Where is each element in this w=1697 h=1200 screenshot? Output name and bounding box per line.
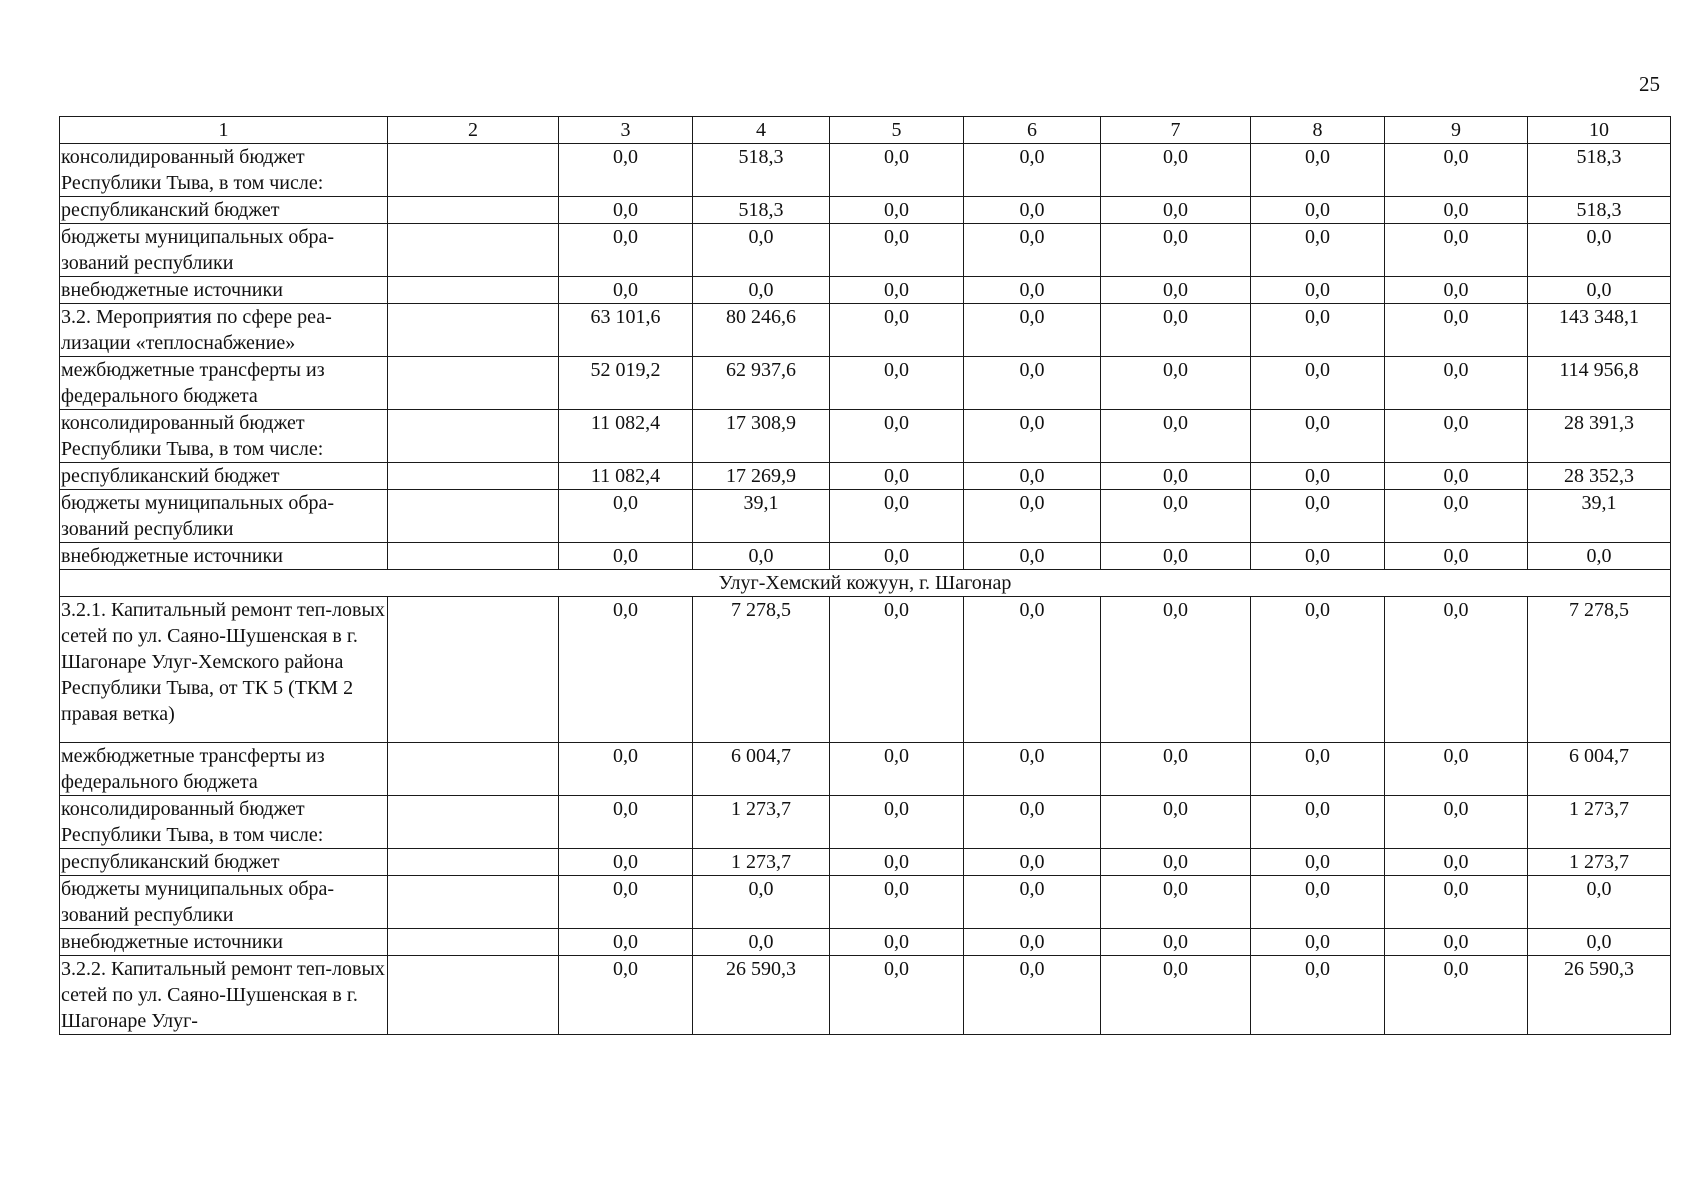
table-row <box>60 144 1671 197</box>
value-cell-col-3: 0,0 <box>559 543 693 570</box>
value-cell-col-6: 0,0 <box>964 357 1101 410</box>
column-header-10: 10 <box>1528 117 1671 144</box>
row-label: консолидированный бюджет Республики Тыва, в том числе: <box>60 410 388 463</box>
value-cell-col-4: 518,3 <box>693 197 830 224</box>
row-col-2-cell <box>388 597 559 743</box>
value-cell-col-3: 63 101,6 <box>559 304 693 357</box>
value-cell-col-4: 0,0 <box>693 277 830 304</box>
value-cell-col-9: 0,0 <box>1385 304 1528 357</box>
value-cell-col-3: 52 019,2 <box>559 357 693 410</box>
value-cell-col-5: 0,0 <box>830 597 964 743</box>
column-header-8: 8 <box>1251 117 1385 144</box>
row-col-2-cell <box>388 929 559 956</box>
value-cell-col-10: 0,0 <box>1528 929 1671 956</box>
value-cell-col-6: 0,0 <box>964 304 1101 357</box>
value-cell-col-9: 0,0 <box>1385 277 1528 304</box>
row-label: внебюджетные источники <box>60 277 388 304</box>
value-cell-col-10: 28 352,3 <box>1528 463 1671 490</box>
row-col-2-cell <box>388 277 559 304</box>
value-cell-col-9: 0,0 <box>1385 357 1528 410</box>
row-label: внебюджетные источники <box>60 543 388 570</box>
section-title: Улуг-Хемский кожуун, г. Шагонар <box>60 570 1671 597</box>
value-cell-col-9: 0,0 <box>1385 463 1528 490</box>
value-cell-col-7: 0,0 <box>1101 743 1251 796</box>
column-header-5: 5 <box>830 117 964 144</box>
column-header-7: 7 <box>1101 117 1251 144</box>
value-cell-col-6: 0,0 <box>964 543 1101 570</box>
table-header-row <box>60 117 1671 144</box>
row-label: консолидированный бюджет Республики Тыва, в том числе: <box>60 144 388 197</box>
value-cell-col-3: 0,0 <box>559 197 693 224</box>
row-col-2-cell <box>388 956 559 1035</box>
value-cell-col-3: 0,0 <box>559 796 693 849</box>
table-row <box>60 357 1671 410</box>
value-cell-col-6: 0,0 <box>964 743 1101 796</box>
value-cell-col-10: 0,0 <box>1528 277 1671 304</box>
page-number: 25 <box>1639 72 1660 96</box>
row-label: республиканский бюджет <box>60 463 388 490</box>
value-cell-col-10: 1 273,7 <box>1528 849 1671 876</box>
value-cell-col-10: 6 004,7 <box>1528 743 1671 796</box>
value-cell-col-7: 0,0 <box>1101 463 1251 490</box>
value-cell-col-10: 28 391,3 <box>1528 410 1671 463</box>
value-cell-col-8: 0,0 <box>1251 956 1385 1035</box>
table-row <box>60 597 1671 743</box>
value-cell-col-5: 0,0 <box>830 410 964 463</box>
column-header-9: 9 <box>1385 117 1528 144</box>
value-cell-col-4: 17 269,9 <box>693 463 830 490</box>
row-label: 3.2.1. Капитальный ремонт теп-ловых сетей по ул. Саяно-Шушенская в г. Шагонаре Улуг-Хемского района Республики Тыва, от ТК 5 (ТКМ 2 правая ветка) <box>60 597 388 743</box>
table-row <box>60 410 1671 463</box>
row-label: консолидированный бюджет Республики Тыва, в том числе: <box>60 796 388 849</box>
value-cell-col-6: 0,0 <box>964 876 1101 929</box>
value-cell-col-9: 0,0 <box>1385 929 1528 956</box>
value-cell-col-8: 0,0 <box>1251 597 1385 743</box>
value-cell-col-5: 0,0 <box>830 357 964 410</box>
table-row <box>60 490 1671 543</box>
value-cell-col-4: 0,0 <box>693 543 830 570</box>
value-cell-col-7: 0,0 <box>1101 490 1251 543</box>
value-cell-col-9: 0,0 <box>1385 490 1528 543</box>
value-cell-col-8: 0,0 <box>1251 796 1385 849</box>
value-cell-col-5: 0,0 <box>830 277 964 304</box>
value-cell-col-7: 0,0 <box>1101 224 1251 277</box>
value-cell-col-5: 0,0 <box>830 543 964 570</box>
value-cell-col-7: 0,0 <box>1101 956 1251 1035</box>
table-row <box>60 304 1671 357</box>
value-cell-col-8: 0,0 <box>1251 876 1385 929</box>
table-row <box>60 277 1671 304</box>
value-cell-col-9: 0,0 <box>1385 144 1528 197</box>
row-col-2-cell <box>388 144 559 197</box>
value-cell-col-9: 0,0 <box>1385 597 1528 743</box>
row-label: республиканский бюджет <box>60 849 388 876</box>
value-cell-col-5: 0,0 <box>830 144 964 197</box>
value-cell-col-7: 0,0 <box>1101 197 1251 224</box>
value-cell-col-8: 0,0 <box>1251 410 1385 463</box>
value-cell-col-7: 0,0 <box>1101 543 1251 570</box>
value-cell-col-8: 0,0 <box>1251 929 1385 956</box>
value-cell-col-4: 0,0 <box>693 224 830 277</box>
value-cell-col-8: 0,0 <box>1251 144 1385 197</box>
row-col-2-cell <box>388 224 559 277</box>
row-label: бюджеты муниципальных обра-зований республики <box>60 224 388 277</box>
table-row <box>60 463 1671 490</box>
row-col-2-cell <box>388 849 559 876</box>
value-cell-col-3: 0,0 <box>559 277 693 304</box>
value-cell-col-10: 26 590,3 <box>1528 956 1671 1035</box>
value-cell-col-5: 0,0 <box>830 304 964 357</box>
row-label: внебюджетные источники <box>60 929 388 956</box>
column-header-2: 2 <box>388 117 559 144</box>
table-row <box>60 929 1671 956</box>
table-row <box>60 796 1671 849</box>
value-cell-col-4: 1 273,7 <box>693 849 830 876</box>
value-cell-col-6: 0,0 <box>964 849 1101 876</box>
value-cell-col-5: 0,0 <box>830 463 964 490</box>
value-cell-col-5: 0,0 <box>830 796 964 849</box>
value-cell-col-10: 0,0 <box>1528 543 1671 570</box>
value-cell-col-6: 0,0 <box>964 277 1101 304</box>
value-cell-col-8: 0,0 <box>1251 490 1385 543</box>
row-label: бюджеты муниципальных обра-зований республики <box>60 490 388 543</box>
value-cell-col-10: 518,3 <box>1528 144 1671 197</box>
value-cell-col-7: 0,0 <box>1101 144 1251 197</box>
column-header-6: 6 <box>964 117 1101 144</box>
value-cell-col-8: 0,0 <box>1251 463 1385 490</box>
row-label: бюджеты муниципальных обра-зований республики <box>60 876 388 929</box>
value-cell-col-5: 0,0 <box>830 956 964 1035</box>
value-cell-col-6: 0,0 <box>964 956 1101 1035</box>
value-cell-col-10: 39,1 <box>1528 490 1671 543</box>
value-cell-col-3: 11 082,4 <box>559 410 693 463</box>
row-label: 3.2. Мероприятия по сфере реа-лизации «теплоснабжение» <box>60 304 388 357</box>
column-header-4: 4 <box>693 117 830 144</box>
value-cell-col-4: 0,0 <box>693 929 830 956</box>
value-cell-col-9: 0,0 <box>1385 224 1528 277</box>
value-cell-col-8: 0,0 <box>1251 543 1385 570</box>
row-col-2-cell <box>388 357 559 410</box>
row-col-2-cell <box>388 463 559 490</box>
value-cell-col-6: 0,0 <box>964 929 1101 956</box>
value-cell-col-6: 0,0 <box>964 410 1101 463</box>
value-cell-col-4: 0,0 <box>693 876 830 929</box>
row-col-2-cell <box>388 197 559 224</box>
value-cell-col-6: 0,0 <box>964 490 1101 543</box>
section-header-row <box>60 570 1671 597</box>
value-cell-col-3: 0,0 <box>559 597 693 743</box>
value-cell-col-3: 0,0 <box>559 743 693 796</box>
value-cell-col-10: 518,3 <box>1528 197 1671 224</box>
value-cell-col-10: 1 273,7 <box>1528 796 1671 849</box>
row-label: 3.2.2. Капитальный ремонт теп-ловых сетей по ул. Саяно-Шушенская в г. Шагонаре Улуг- <box>60 956 388 1035</box>
column-header-1: 1 <box>60 117 388 144</box>
value-cell-col-4: 62 937,6 <box>693 357 830 410</box>
table-row <box>60 876 1671 929</box>
value-cell-col-4: 7 278,5 <box>693 597 830 743</box>
value-cell-col-5: 0,0 <box>830 876 964 929</box>
value-cell-col-9: 0,0 <box>1385 543 1528 570</box>
value-cell-col-5: 0,0 <box>830 197 964 224</box>
table-row <box>60 743 1671 796</box>
value-cell-col-3: 0,0 <box>559 224 693 277</box>
value-cell-col-10: 0,0 <box>1528 224 1671 277</box>
table-row <box>60 197 1671 224</box>
value-cell-col-8: 0,0 <box>1251 197 1385 224</box>
value-cell-col-10: 143 348,1 <box>1528 304 1671 357</box>
table-row <box>60 543 1671 570</box>
row-col-2-cell <box>388 410 559 463</box>
value-cell-col-6: 0,0 <box>964 463 1101 490</box>
value-cell-col-7: 0,0 <box>1101 357 1251 410</box>
value-cell-col-5: 0,0 <box>830 490 964 543</box>
value-cell-col-9: 0,0 <box>1385 410 1528 463</box>
value-cell-col-9: 0,0 <box>1385 876 1528 929</box>
value-cell-col-3: 0,0 <box>559 849 693 876</box>
value-cell-col-3: 0,0 <box>559 144 693 197</box>
value-cell-col-10: 0,0 <box>1528 876 1671 929</box>
value-cell-col-10: 114 956,8 <box>1528 357 1671 410</box>
row-label: межбюджетные трансферты из федерального бюджета <box>60 357 388 410</box>
value-cell-col-3: 0,0 <box>559 929 693 956</box>
value-cell-col-7: 0,0 <box>1101 597 1251 743</box>
value-cell-col-7: 0,0 <box>1101 929 1251 956</box>
value-cell-col-4: 39,1 <box>693 490 830 543</box>
value-cell-col-3: 11 082,4 <box>559 463 693 490</box>
value-cell-col-4: 26 590,3 <box>693 956 830 1035</box>
row-col-2-cell <box>388 304 559 357</box>
table-row <box>60 956 1671 1035</box>
value-cell-col-5: 0,0 <box>830 929 964 956</box>
value-cell-col-3: 0,0 <box>559 876 693 929</box>
value-cell-col-8: 0,0 <box>1251 304 1385 357</box>
row-col-2-cell <box>388 876 559 929</box>
value-cell-col-6: 0,0 <box>964 796 1101 849</box>
column-header-3: 3 <box>559 117 693 144</box>
row-col-2-cell <box>388 743 559 796</box>
row-col-2-cell <box>388 490 559 543</box>
value-cell-col-7: 0,0 <box>1101 849 1251 876</box>
value-cell-col-8: 0,0 <box>1251 357 1385 410</box>
value-cell-col-7: 0,0 <box>1101 277 1251 304</box>
value-cell-col-8: 0,0 <box>1251 277 1385 304</box>
row-label: республиканский бюджет <box>60 197 388 224</box>
value-cell-col-6: 0,0 <box>964 597 1101 743</box>
value-cell-col-9: 0,0 <box>1385 197 1528 224</box>
value-cell-col-8: 0,0 <box>1251 224 1385 277</box>
value-cell-col-6: 0,0 <box>964 197 1101 224</box>
value-cell-col-10: 7 278,5 <box>1528 597 1671 743</box>
value-cell-col-7: 0,0 <box>1101 876 1251 929</box>
value-cell-col-9: 0,0 <box>1385 849 1528 876</box>
row-col-2-cell <box>388 796 559 849</box>
value-cell-col-4: 6 004,7 <box>693 743 830 796</box>
value-cell-col-7: 0,0 <box>1101 410 1251 463</box>
value-cell-col-4: 80 246,6 <box>693 304 830 357</box>
value-cell-col-5: 0,0 <box>830 224 964 277</box>
table-row <box>60 224 1671 277</box>
value-cell-col-8: 0,0 <box>1251 849 1385 876</box>
budget-table <box>59 116 1671 1035</box>
value-cell-col-8: 0,0 <box>1251 743 1385 796</box>
value-cell-col-5: 0,0 <box>830 743 964 796</box>
value-cell-col-7: 0,0 <box>1101 304 1251 357</box>
value-cell-col-6: 0,0 <box>964 224 1101 277</box>
value-cell-col-7: 0,0 <box>1101 796 1251 849</box>
value-cell-col-6: 0,0 <box>964 144 1101 197</box>
value-cell-col-9: 0,0 <box>1385 743 1528 796</box>
value-cell-col-9: 0,0 <box>1385 956 1528 1035</box>
row-label: межбюджетные трансферты из федерального бюджета <box>60 743 388 796</box>
value-cell-col-4: 1 273,7 <box>693 796 830 849</box>
value-cell-col-3: 0,0 <box>559 956 693 1035</box>
value-cell-col-5: 0,0 <box>830 849 964 876</box>
table-row <box>60 849 1671 876</box>
value-cell-col-4: 518,3 <box>693 144 830 197</box>
value-cell-col-3: 0,0 <box>559 490 693 543</box>
value-cell-col-4: 17 308,9 <box>693 410 830 463</box>
value-cell-col-9: 0,0 <box>1385 796 1528 849</box>
row-col-2-cell <box>388 543 559 570</box>
